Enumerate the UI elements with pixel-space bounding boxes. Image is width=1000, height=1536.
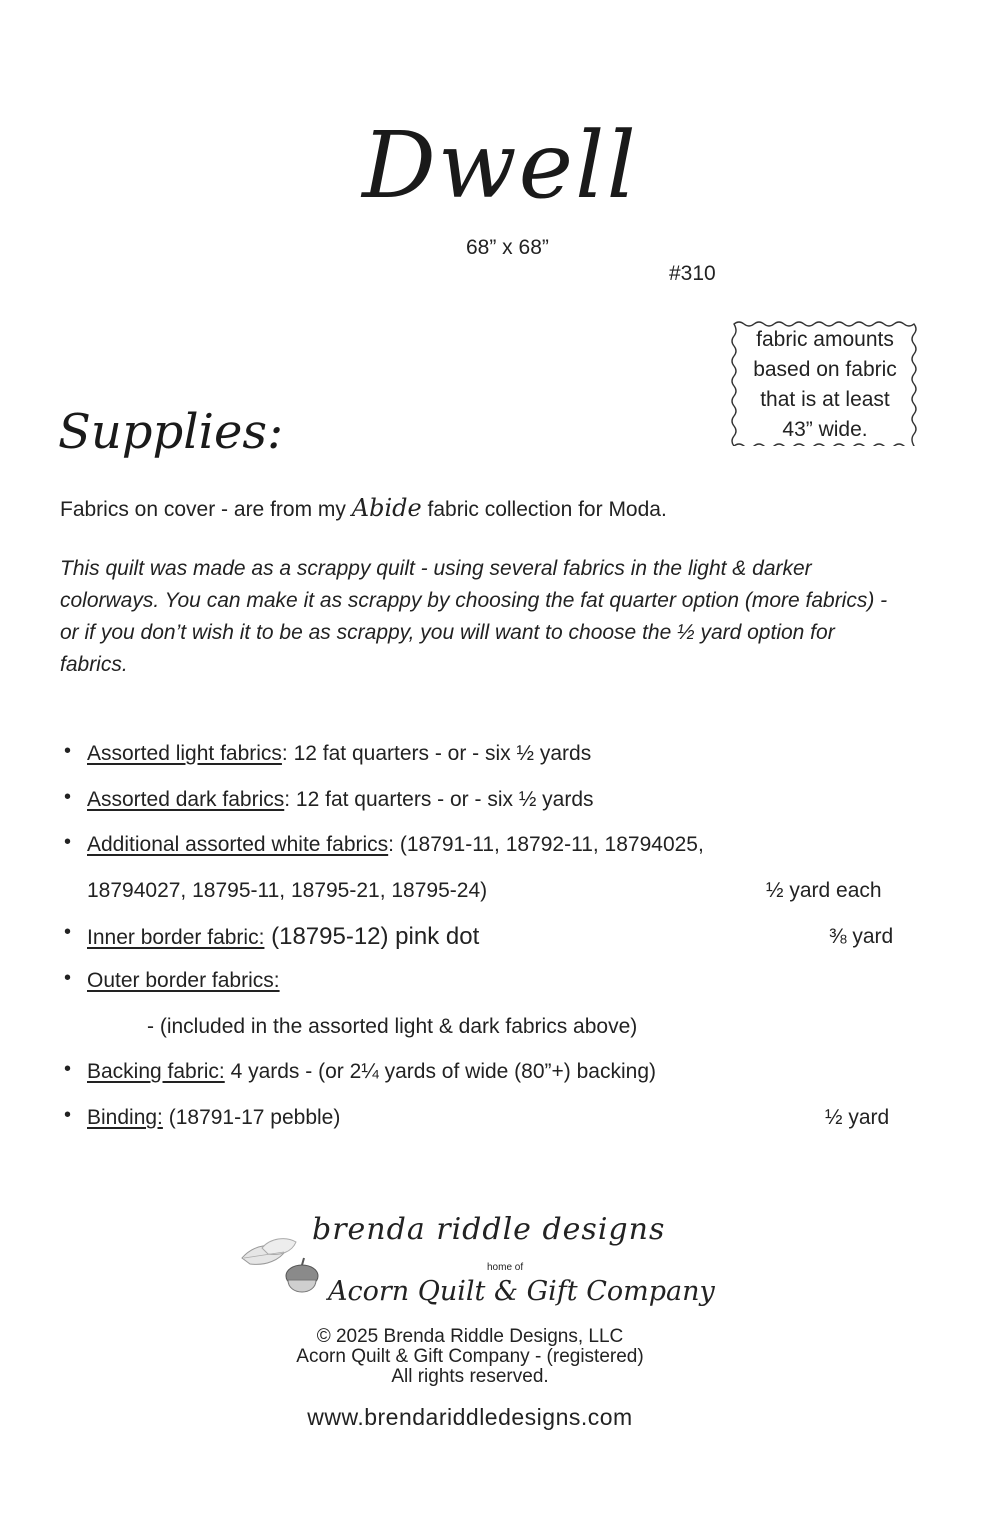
list-item-continuation — [147, 1015, 637, 1039]
item-continuation: - (included in the assorted light & dark fabrics above) — [147, 1015, 638, 1038]
item-detail: 4 yards - (or 2¼ yards of wide (80”+) backing) — [224, 1060, 656, 1083]
brand-name: brenda riddle designs — [312, 1212, 666, 1247]
copyright-line: Acorn Quilt & Gift Company - (registered) — [296, 1346, 644, 1367]
note-line: based on fabric — [753, 358, 897, 381]
pattern-number: #310 — [669, 262, 716, 285]
supplies-heading: Supplies: — [58, 404, 284, 460]
item-label: Backing fabric: — [87, 1060, 225, 1083]
item-label: Additional assorted white fabrics — [87, 833, 389, 856]
item-detail: (18795-12) pink dot — [264, 923, 480, 950]
note-text — [728, 325, 922, 445]
item-detail: : 12 fat quarters - or - six ½ yards — [281, 742, 592, 765]
bullet: • — [64, 786, 72, 808]
copyright-line: All rights reserved. — [391, 1366, 549, 1387]
company-name: Acorn Quilt & Gift Company — [328, 1276, 715, 1307]
bullet: • — [64, 921, 72, 943]
item-amount: ½ yard each — [766, 879, 882, 902]
item-label: Inner border fabric: — [87, 926, 265, 949]
website-link[interactable]: www.brendariddledesigns.com — [307, 1404, 633, 1430]
item-label: Binding: — [87, 1106, 163, 1129]
collection-name: Abide — [351, 494, 422, 522]
bullet: • — [64, 740, 72, 762]
bullet: • — [64, 831, 72, 853]
intro-text-end: fabric collection for Moda. — [427, 498, 667, 521]
item-label: Outer border fabrics: — [87, 969, 280, 992]
bullet: • — [64, 1058, 72, 1080]
item-detail: : 12 fat quarters - or - six ½ yards — [284, 788, 594, 811]
scrappy-note: This quilt was made as a scrappy quilt - using several fabrics in the light & darker colorways. You can make it as scrappy by choosing the fat quarter option (more fabrics) - or if you don’t wish it to be as scrappy, you will want to choose the ½ yard option for fabrics. — [60, 557, 888, 676]
note-line: 43” wide. — [782, 418, 868, 441]
note-line: that is at least — [760, 388, 890, 411]
item-detail: (18791-17 pebble) — [162, 1106, 341, 1129]
intro-text: Fabrics on cover - are from my — [60, 498, 346, 521]
copyright-line: © 2025 Brenda Riddle Designs, LLC — [316, 1326, 624, 1347]
pattern-title: Dwell — [362, 112, 638, 219]
item-amount: ⅜ yard — [829, 925, 894, 948]
item-amount: ½ yard — [825, 1106, 890, 1129]
bullet: • — [64, 967, 72, 989]
note-line: fabric amounts — [756, 328, 894, 351]
item-detail: : (18791-11, 18792-11, 18794025, — [388, 833, 704, 856]
item-label: Assorted dark fabrics — [87, 788, 285, 811]
item-continuation: 18794027, 18795-11, 18795-21, 18795-24) — [87, 879, 488, 902]
supplies-intro — [60, 494, 667, 522]
copyright — [0, 1327, 940, 1387]
home-of-label: home of — [487, 1262, 524, 1273]
item-label: Assorted light fabrics — [87, 742, 282, 765]
bullet: • — [64, 1104, 72, 1126]
fabric-width-note-box — [728, 318, 922, 446]
quilt-size: 68” x 68” — [466, 236, 549, 259]
